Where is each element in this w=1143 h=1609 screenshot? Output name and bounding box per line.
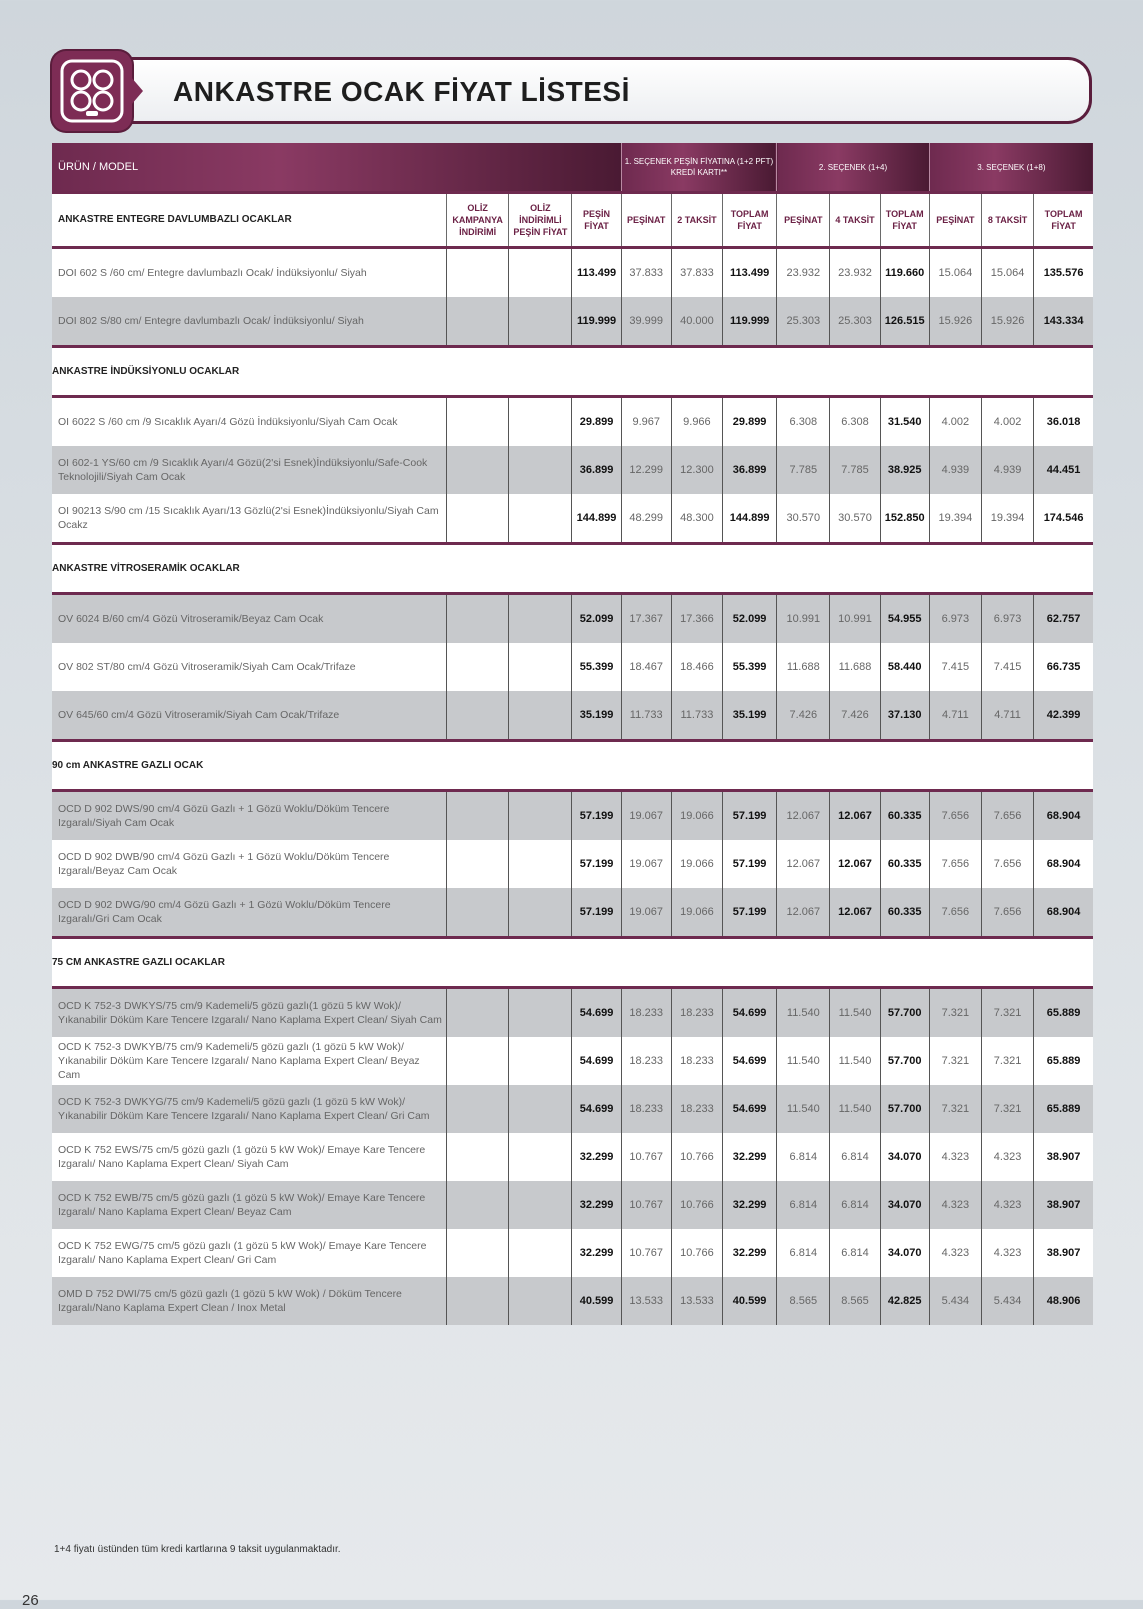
cell-oliz-kampanya [446, 1037, 508, 1085]
cell-o1-toplam: 54.699 [723, 1037, 777, 1085]
cell-o1-taksit: 40.000 [671, 297, 722, 347]
cell-o3-pesinat: 4.323 [929, 1133, 981, 1181]
cell-oliz-kampanya [446, 1085, 508, 1133]
product-name: DOI 802 S/80 cm/ Entegre davlumbazlı Ocak/ İndüksiyonlu/ Siyah [52, 297, 446, 347]
cell-o3-toplam: 65.889 [1034, 1085, 1093, 1133]
table-top-header [52, 143, 1093, 193]
cell-o3-taksit: 7.321 [981, 1085, 1033, 1133]
col-o1-toplam: TOPLAM FİYAT [723, 193, 777, 248]
cell-o2-pesinat: 6.814 [777, 1229, 830, 1277]
cell-o3-taksit: 4.002 [981, 397, 1033, 447]
cell-o1-taksit: 19.066 [671, 888, 722, 938]
cell-o1-pesinat: 39.999 [621, 297, 671, 347]
cell-o3-pesinat: 7.321 [929, 988, 981, 1038]
cell-oliz-pesin [509, 446, 572, 494]
cell-o3-taksit: 7.656 [981, 840, 1033, 888]
cell-oliz-kampanya [446, 494, 508, 544]
table-row [52, 446, 1093, 494]
section-title: 90 cm ANKASTRE GAZLI OCAK [52, 741, 1093, 791]
cell-o3-taksit: 4.939 [981, 446, 1033, 494]
cell-o1-toplam: 29.899 [723, 397, 777, 447]
col-o2-pesinat: PEŞİNAT [777, 193, 830, 248]
cell-pesin-fiyat: 57.199 [572, 888, 621, 938]
cell-oliz-pesin [509, 691, 572, 741]
cell-o3-taksit: 4.323 [981, 1181, 1033, 1229]
cell-o3-pesinat: 7.656 [929, 840, 981, 888]
cell-pesin-fiyat: 54.699 [572, 988, 621, 1038]
cell-oliz-kampanya [446, 1229, 508, 1277]
cell-o2-toplam: 57.700 [880, 988, 929, 1038]
cell-oliz-kampanya [446, 1277, 508, 1325]
cell-oliz-kampanya [446, 297, 508, 347]
cell-oliz-kampanya [446, 397, 508, 447]
cell-o1-toplam: 57.199 [723, 888, 777, 938]
product-name: OCD K 752-3 DWKYG/75 cm/9 Kademeli/5 gözü gazlı (1 gözü 5 kW Wok)/ Yıkanabilir Döküm Kare Tencere Izgaralı/ Nano Kaplama Expert Clean/ Gri Cam [52, 1085, 446, 1133]
table-row [52, 594, 1093, 644]
cell-o2-pesinat: 6.814 [777, 1133, 830, 1181]
cell-o3-toplam: 42.399 [1034, 691, 1093, 741]
cell-o2-toplam: 119.660 [880, 248, 929, 298]
cell-o1-toplam: 57.199 [723, 840, 777, 888]
cell-o3-toplam: 38.907 [1034, 1229, 1093, 1277]
cell-o2-taksit: 11.540 [830, 1085, 880, 1133]
section-title: ANKASTRE İNDÜKSİYONLU OCAKLAR [52, 347, 1093, 397]
cell-oliz-pesin [509, 1181, 572, 1229]
table-row [52, 840, 1093, 888]
product-name: OCD K 752-3 DWKYB/75 cm/9 Kademeli/5 gözü gazlı (1 gözü 5 kW Wok)/ Yıkanabilir Döküm Kare Tencere Izgaralı/ Nano Kaplama Expert Clean/ Beyaz Cam [52, 1037, 446, 1085]
cell-o2-toplam: 34.070 [880, 1229, 929, 1277]
cell-o3-toplam: 62.757 [1034, 594, 1093, 644]
cell-pesin-fiyat: 54.699 [572, 1037, 621, 1085]
cell-o3-pesinat: 6.973 [929, 594, 981, 644]
cell-o3-toplam: 36.018 [1034, 397, 1093, 447]
cell-o2-toplam: 54.955 [880, 594, 929, 644]
cell-o1-toplam: 55.399 [723, 643, 777, 691]
option3-header: 3. SEÇENEK (1+8) [929, 143, 1093, 193]
cell-o2-toplam: 37.130 [880, 691, 929, 741]
cell-o3-pesinat: 5.434 [929, 1277, 981, 1325]
cell-o1-pesinat: 10.767 [621, 1133, 671, 1181]
table-row [52, 791, 1093, 841]
cell-o3-toplam: 68.904 [1034, 791, 1093, 841]
cell-o2-pesinat: 10.991 [777, 594, 830, 644]
cell-o2-pesinat: 8.565 [777, 1277, 830, 1325]
cell-o3-taksit: 7.656 [981, 791, 1033, 841]
product-name: OI 90213 S/90 cm /15 Sıcaklık Ayarı/13 Gözlü(2'si Esnek)İndüksiyonlu/Siyah Cam Ocakz [52, 494, 446, 544]
cell-o2-toplam: 57.700 [880, 1085, 929, 1133]
cell-o3-taksit: 5.434 [981, 1277, 1033, 1325]
col-o3-pesinat: PEŞİNAT [929, 193, 981, 248]
cell-o3-toplam: 66.735 [1034, 643, 1093, 691]
cell-oliz-kampanya [446, 840, 508, 888]
cell-o1-toplam: 36.899 [723, 446, 777, 494]
cell-o2-pesinat: 11.540 [777, 1037, 830, 1085]
cell-o1-toplam: 54.699 [723, 988, 777, 1038]
table-row [52, 1037, 1093, 1085]
cell-o1-taksit: 9.966 [671, 397, 722, 447]
cell-o2-taksit: 7.785 [830, 446, 880, 494]
table-row [52, 988, 1093, 1038]
table-row [52, 1181, 1093, 1229]
cell-oliz-pesin [509, 248, 572, 298]
cell-oliz-pesin [509, 791, 572, 841]
table-row [52, 1229, 1093, 1277]
table-row [52, 397, 1093, 447]
section-title-row [52, 347, 1093, 397]
cell-oliz-pesin [509, 1085, 572, 1133]
cell-o3-pesinat: 15.926 [929, 297, 981, 347]
cell-o2-pesinat: 6.308 [777, 397, 830, 447]
cell-o2-taksit: 23.932 [830, 248, 880, 298]
cell-pesin-fiyat: 32.299 [572, 1181, 621, 1229]
cell-o1-toplam: 32.299 [723, 1181, 777, 1229]
cell-oliz-pesin [509, 988, 572, 1038]
cell-pesin-fiyat: 55.399 [572, 643, 621, 691]
cell-o1-taksit: 10.766 [671, 1133, 722, 1181]
cell-o2-taksit: 11.540 [830, 988, 880, 1038]
page-number: 26 [22, 1592, 39, 1609]
cell-o2-toplam: 57.700 [880, 1037, 929, 1085]
cell-oliz-kampanya [446, 643, 508, 691]
cell-o2-pesinat: 12.067 [777, 791, 830, 841]
section-title-row [52, 741, 1093, 791]
table-row [52, 1277, 1093, 1325]
table-row [52, 494, 1093, 544]
cell-o3-pesinat: 4.002 [929, 397, 981, 447]
product-name: OCD D 902 DWG/90 cm/4 Gözü Gazlı + 1 Gözü Woklu/Döküm Tencere Izgaralı/Gri Cam Ocak [52, 888, 446, 938]
cell-pesin-fiyat: 57.199 [572, 840, 621, 888]
product-name: OI 6022 S /60 cm /9 Sıcaklık Ayarı/4 Gözü İndüksiyonlu/Siyah Cam Ocak [52, 397, 446, 447]
cell-oliz-kampanya [446, 446, 508, 494]
cell-o3-taksit: 4.711 [981, 691, 1033, 741]
cell-o3-pesinat: 4.711 [929, 691, 981, 741]
cell-o3-toplam: 68.904 [1034, 840, 1093, 888]
cell-o1-pesinat: 18.233 [621, 1085, 671, 1133]
cell-o3-taksit: 4.323 [981, 1133, 1033, 1181]
cell-pesin-fiyat: 57.199 [572, 791, 621, 841]
cell-o1-pesinat: 9.967 [621, 397, 671, 447]
cell-o1-taksit: 18.233 [671, 1037, 722, 1085]
cell-o1-toplam: 32.299 [723, 1133, 777, 1181]
cell-o2-taksit: 30.570 [830, 494, 880, 544]
cell-o1-taksit: 11.733 [671, 691, 722, 741]
table-row [52, 691, 1093, 741]
cell-pesin-fiyat: 52.099 [572, 594, 621, 644]
cell-o3-taksit: 19.394 [981, 494, 1033, 544]
cell-o2-taksit: 6.814 [830, 1229, 880, 1277]
cell-o1-pesinat: 19.067 [621, 888, 671, 938]
cell-o3-pesinat: 7.321 [929, 1037, 981, 1085]
cell-o3-taksit: 7.415 [981, 643, 1033, 691]
cell-o1-taksit: 18.233 [671, 1085, 722, 1133]
cell-o2-pesinat: 23.932 [777, 248, 830, 298]
cell-o2-taksit: 11.688 [830, 643, 880, 691]
cell-pesin-fiyat: 29.899 [572, 397, 621, 447]
col-o1-pesinat: PEŞİNAT [621, 193, 671, 248]
cell-o3-pesinat: 7.656 [929, 888, 981, 938]
cell-o1-toplam: 32.299 [723, 1229, 777, 1277]
col-o3-taksit: 8 TAKSİT [981, 193, 1033, 248]
cell-o2-taksit: 10.991 [830, 594, 880, 644]
product-name: OCD D 902 DWS/90 cm/4 Gözü Gazlı + 1 Gözü Woklu/Döküm Tencere Izgaralı/Siyah Cam Ocak [52, 791, 446, 841]
product-name: DOI 602 S /60 cm/ Entegre davlumbazlı Ocak/ İndüksiyonlu/ Siyah [52, 248, 446, 298]
cell-o2-toplam: 60.335 [880, 840, 929, 888]
table-row [52, 248, 1093, 298]
cell-o3-pesinat: 4.323 [929, 1181, 981, 1229]
col-o3-toplam: TOPLAM FİYAT [1034, 193, 1093, 248]
cell-o1-pesinat: 13.533 [621, 1277, 671, 1325]
cell-o3-toplam: 65.889 [1034, 1037, 1093, 1085]
cell-oliz-pesin [509, 840, 572, 888]
cell-o1-taksit: 10.766 [671, 1229, 722, 1277]
cell-oliz-pesin [509, 494, 572, 544]
col-oliz-kampanya: OLİZ KAMPANYA İNDİRİMİ [446, 193, 508, 248]
cell-o1-pesinat: 19.067 [621, 791, 671, 841]
cell-o3-pesinat: 7.321 [929, 1085, 981, 1133]
option1-header: 1. SEÇENEK PEŞİN FİYATINA (1+2 PFT) KREDİ KARTI** [621, 143, 777, 193]
cell-o1-toplam: 57.199 [723, 791, 777, 841]
cell-o3-toplam: 48.906 [1034, 1277, 1093, 1325]
cell-o2-toplam: 38.925 [880, 446, 929, 494]
cell-o2-pesinat: 12.067 [777, 840, 830, 888]
cell-oliz-kampanya [446, 1181, 508, 1229]
cell-o3-pesinat: 7.656 [929, 791, 981, 841]
cell-o1-taksit: 18.466 [671, 643, 722, 691]
product-name: OI 602-1 YS/60 cm /9 Sıcaklık Ayarı/4 Gözü(2'si Esnek)İndüksiyonlu/Safe-Cook Teknolojili/Siyah Cam Ocak [52, 446, 446, 494]
cell-o1-taksit: 18.233 [671, 988, 722, 1038]
cell-o1-taksit: 19.066 [671, 791, 722, 841]
table-row [52, 643, 1093, 691]
cell-o1-toplam: 52.099 [723, 594, 777, 644]
cell-o1-pesinat: 19.067 [621, 840, 671, 888]
cell-o2-pesinat: 25.303 [777, 297, 830, 347]
cell-o2-taksit: 25.303 [830, 297, 880, 347]
cell-pesin-fiyat: 113.499 [572, 248, 621, 298]
cell-o3-toplam: 143.334 [1034, 297, 1093, 347]
cell-o3-pesinat: 4.939 [929, 446, 981, 494]
cell-o3-toplam: 68.904 [1034, 888, 1093, 938]
cell-o3-toplam: 174.546 [1034, 494, 1093, 544]
cell-oliz-pesin [509, 1037, 572, 1085]
cell-o1-toplam: 35.199 [723, 691, 777, 741]
cell-o2-toplam: 42.825 [880, 1277, 929, 1325]
cell-o2-taksit: 11.540 [830, 1037, 880, 1085]
product-name: OV 645/60 cm/4 Gözü Vitroseramik/Siyah Cam Ocak/Trifaze [52, 691, 446, 741]
header-arrow [131, 77, 143, 105]
cell-oliz-pesin [509, 297, 572, 347]
cell-o2-taksit: 6.814 [830, 1181, 880, 1229]
cell-o2-taksit: 12.067 [830, 791, 880, 841]
cell-o1-toplam: 54.699 [723, 1085, 777, 1133]
footnote: 1+4 fiyatı üstünden tüm kredi kartlarına 9 taksit uygulanmaktadır. [54, 1544, 341, 1555]
cell-o1-pesinat: 10.767 [621, 1229, 671, 1277]
product-name: OCD K 752 EWB/75 cm/5 gözü gazlı (1 gözü 5 kW Wok)/ Emaye Kare Tencere Izgaralı/ Nano Kaplama Expert Clean/ Beyaz Cam [52, 1181, 446, 1229]
cell-o1-pesinat: 12.299 [621, 446, 671, 494]
cell-oliz-pesin [509, 1133, 572, 1181]
page-title: ANKASTRE OCAK FİYAT LİSTESİ [173, 76, 630, 107]
cell-oliz-kampanya [446, 888, 508, 938]
cell-o2-toplam: 31.540 [880, 397, 929, 447]
cell-o1-taksit: 12.300 [671, 446, 722, 494]
cell-oliz-pesin [509, 594, 572, 644]
cell-pesin-fiyat: 54.699 [572, 1085, 621, 1133]
cell-oliz-kampanya [446, 1133, 508, 1181]
cell-o2-pesinat: 11.540 [777, 988, 830, 1038]
cell-o3-toplam: 38.907 [1034, 1181, 1093, 1229]
cell-o1-taksit: 19.066 [671, 840, 722, 888]
cell-pesin-fiyat: 144.899 [572, 494, 621, 544]
cell-oliz-kampanya [446, 988, 508, 1038]
product-name: OV 6024 B/60 cm/4 Gözü Vitroseramik/Beyaz Cam Ocak [52, 594, 446, 644]
cell-o1-pesinat: 17.367 [621, 594, 671, 644]
cell-o2-taksit: 8.565 [830, 1277, 880, 1325]
cell-o3-pesinat: 19.394 [929, 494, 981, 544]
cell-o1-taksit: 17.366 [671, 594, 722, 644]
table-row [52, 1085, 1093, 1133]
cell-oliz-kampanya [446, 594, 508, 644]
price-table [52, 143, 1093, 1325]
cell-o2-toplam: 60.335 [880, 791, 929, 841]
cell-o1-taksit: 37.833 [671, 248, 722, 298]
cell-o3-taksit: 15.926 [981, 297, 1033, 347]
cell-pesin-fiyat: 32.299 [572, 1229, 621, 1277]
option2-header: 2. SEÇENEK (1+4) [777, 143, 930, 193]
table-row [52, 297, 1093, 347]
col-pesin-fiyat: PEŞİN FİYAT [572, 193, 621, 248]
cell-o2-toplam: 34.070 [880, 1181, 929, 1229]
section-header: ANKASTRE ENTEGRE DAVLUMBAZLI OCAKLAR [52, 193, 446, 248]
product-model-header: ÜRÜN / MODEL [52, 143, 621, 193]
cell-o3-pesinat: 15.064 [929, 248, 981, 298]
cell-o1-toplam: 40.599 [723, 1277, 777, 1325]
cell-o3-pesinat: 4.323 [929, 1229, 981, 1277]
product-name: OCD K 752 EWS/75 cm/5 gözü gazlı (1 gözü 5 kW Wok)/ Emaye Kare Tencere Izgaralı/ Nano Kaplama Expert Clean/ Siyah Cam [52, 1133, 446, 1181]
cell-o2-toplam: 58.440 [880, 643, 929, 691]
section-title: ANKASTRE VİTROSERAMİK OCAKLAR [52, 544, 1093, 594]
cell-o2-pesinat: 6.814 [777, 1181, 830, 1229]
cell-o2-taksit: 12.067 [830, 840, 880, 888]
cell-o2-toplam: 152.850 [880, 494, 929, 544]
cell-pesin-fiyat: 32.299 [572, 1133, 621, 1181]
cell-o1-taksit: 13.533 [671, 1277, 722, 1325]
cell-o1-toplam: 113.499 [723, 248, 777, 298]
cell-pesin-fiyat: 35.199 [572, 691, 621, 741]
cell-o3-toplam: 44.451 [1034, 446, 1093, 494]
cell-o3-toplam: 65.889 [1034, 988, 1093, 1038]
cell-o2-pesinat: 30.570 [777, 494, 830, 544]
cell-o3-toplam: 38.907 [1034, 1133, 1093, 1181]
product-name: OCD K 752-3 DWKYS/75 cm/9 Kademeli/5 gözü gazlı(1 gözü 5 kW Wok)/ Yıkanabilir Döküm Kare Tencere Izgaralı/ Nano Kaplama Expert Clean/ Siyah Cam [52, 988, 446, 1038]
cell-o1-pesinat: 18.233 [621, 1037, 671, 1085]
cell-o2-toplam: 34.070 [880, 1133, 929, 1181]
cell-oliz-pesin [509, 1229, 572, 1277]
cell-pesin-fiyat: 40.599 [572, 1277, 621, 1325]
cell-o2-pesinat: 12.067 [777, 888, 830, 938]
table-row [52, 888, 1093, 938]
cell-pesin-fiyat: 119.999 [572, 297, 621, 347]
col-o2-taksit: 4 TAKSİT [830, 193, 880, 248]
cell-pesin-fiyat: 36.899 [572, 446, 621, 494]
cell-o1-taksit: 48.300 [671, 494, 722, 544]
product-name: OCD D 902 DWB/90 cm/4 Gözü Gazlı + 1 Gözü Woklu/Döküm Tencere Izgaralı/Beyaz Cam Ocak [52, 840, 446, 888]
cell-o1-toplam: 144.899 [723, 494, 777, 544]
product-name: OV 802 ST/80 cm/4 Gözü Vitroseramik/Siyah Cam Ocak/Trifaze [52, 643, 446, 691]
product-name: OMD D 752 DWI/75 cm/5 gözü gazlı (1 gözü 5 kW Wok) / Döküm Tencere Izgaralı/Nano Kaplama Expert Clean / Inox Metal [52, 1277, 446, 1325]
table-row [52, 1133, 1093, 1181]
product-name: OCD K 752 EWG/75 cm/5 gözü gazlı (1 gözü 5 kW Wok)/ Emaye Kare Tencere Izgaralı/ Nano Kaplama Expert Clean/ Gri Cam [52, 1229, 446, 1277]
section-title: 75 CM ANKASTRE GAZLI OCAKLAR [52, 938, 1093, 988]
cell-oliz-pesin [509, 397, 572, 447]
cooktop-icon [52, 51, 132, 131]
cell-o2-taksit: 7.426 [830, 691, 880, 741]
cell-o2-toplam: 126.515 [880, 297, 929, 347]
cell-o1-taksit: 10.766 [671, 1181, 722, 1229]
cell-o3-toplam: 135.576 [1034, 248, 1093, 298]
cell-o2-taksit: 12.067 [830, 888, 880, 938]
cell-o2-taksit: 6.308 [830, 397, 880, 447]
col-oliz-pesin: OLİZ İNDİRİMLİ PEŞİN FİYAT [509, 193, 572, 248]
cell-o1-pesinat: 18.233 [621, 988, 671, 1038]
cell-o2-pesinat: 11.688 [777, 643, 830, 691]
cell-o3-taksit: 4.323 [981, 1229, 1033, 1277]
cell-o2-pesinat: 7.785 [777, 446, 830, 494]
col-o2-toplam: TOPLAM FİYAT [880, 193, 929, 248]
cell-o1-pesinat: 11.733 [621, 691, 671, 741]
cell-o1-toplam: 119.999 [723, 297, 777, 347]
section-title-row [52, 938, 1093, 988]
cell-o2-pesinat: 7.426 [777, 691, 830, 741]
cell-o2-taksit: 6.814 [830, 1133, 880, 1181]
col-o1-taksit: 2 TAKSİT [671, 193, 722, 248]
cell-o3-taksit: 7.321 [981, 1037, 1033, 1085]
cell-o1-pesinat: 18.467 [621, 643, 671, 691]
cell-o3-taksit: 15.064 [981, 248, 1033, 298]
cell-oliz-pesin [509, 1277, 572, 1325]
section-title-row [52, 544, 1093, 594]
table-column-header [52, 193, 1093, 248]
cell-o3-taksit: 7.321 [981, 988, 1033, 1038]
cell-o1-pesinat: 48.299 [621, 494, 671, 544]
cell-o1-pesinat: 10.767 [621, 1181, 671, 1229]
cell-oliz-kampanya [446, 691, 508, 741]
cell-oliz-kampanya [446, 791, 508, 841]
cell-oliz-pesin [509, 888, 572, 938]
cell-o3-taksit: 7.656 [981, 888, 1033, 938]
cell-o3-taksit: 6.973 [981, 594, 1033, 644]
cell-o3-pesinat: 7.415 [929, 643, 981, 691]
price-table-body [52, 248, 1093, 1326]
cell-o1-pesinat: 37.833 [621, 248, 671, 298]
cell-o2-pesinat: 11.540 [777, 1085, 830, 1133]
cell-oliz-pesin [509, 643, 572, 691]
cell-o2-toplam: 60.335 [880, 888, 929, 938]
cell-oliz-kampanya [446, 248, 508, 298]
